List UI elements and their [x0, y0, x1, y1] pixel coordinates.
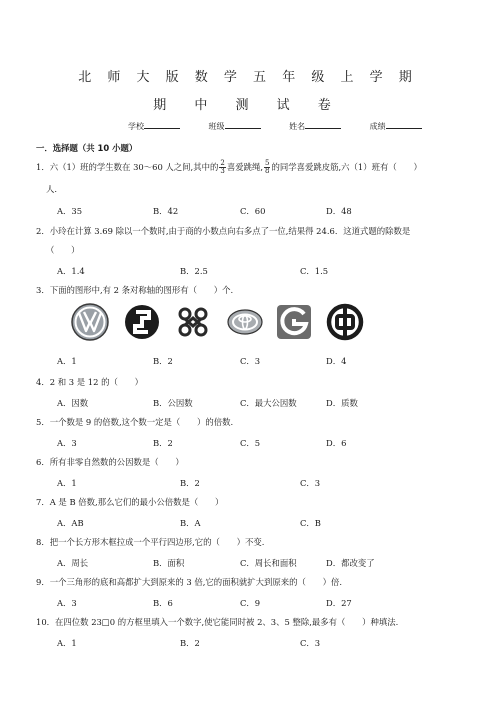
bank-of-china-logo-icon: [325, 302, 365, 342]
q10-option-c[interactable]: C．3: [300, 638, 321, 648]
q1-option-a[interactable]: A．35: [57, 206, 83, 216]
q7-option-a[interactable]: A．AB: [57, 518, 84, 528]
q4-option-a[interactable]: A．因数: [57, 398, 89, 408]
question-number: 1．: [36, 162, 50, 172]
q3-option-c[interactable]: C．3: [240, 356, 261, 366]
exam-subtitle: 期 中 测 试 卷: [153, 98, 343, 113]
field-score: [370, 120, 422, 132]
q8-option-b[interactable]: B．面积: [153, 558, 185, 568]
question-text: 小玲在计算 3.69 除以一个数时,由于商的小数点向右多点了一位,结果得 24.6．这道式题的除数是: [49, 226, 411, 236]
q3-option-b[interactable]: B．2: [153, 356, 173, 366]
q2-option-c[interactable]: C．1.5: [300, 266, 329, 276]
q7-option-c[interactable]: C．B: [300, 518, 321, 528]
question-text: 六（1）班的学生数在 30～60 人之间,其中的: [49, 162, 219, 172]
question-number: 9．: [36, 577, 50, 587]
q9-option-b[interactable]: B．6: [153, 598, 173, 608]
question-text: 一个数是 9 的倍数,这个数一定是（ ）的倍数.: [49, 417, 234, 427]
field-score-label: 成绩: [369, 122, 386, 131]
section-heading: 一．选择题（共 10 小题）: [36, 143, 138, 153]
student-info-row: [128, 120, 448, 132]
field-school-label: 学校: [128, 122, 144, 131]
china-unicom-knot-logo-icon: [173, 302, 213, 342]
field-class-blank[interactable]: [225, 120, 261, 129]
question-5: [36, 416, 466, 428]
fraction-numerator: 2: [220, 159, 225, 167]
field-name-label: 姓名: [289, 122, 306, 131]
question-6: [36, 456, 466, 468]
volkswagen-logo-icon: [70, 302, 110, 342]
q6-option-b[interactable]: B．2: [180, 478, 200, 488]
question-number: 3．: [36, 285, 50, 295]
guangda-bank-logo-icon: [274, 302, 314, 342]
question-1: [36, 160, 466, 175]
fraction-numerator: 5: [265, 159, 270, 167]
question-text: 下面的图形中,有 2 条对称轴的图形有（ ）个.: [49, 285, 234, 295]
q1-option-b[interactable]: B．42: [153, 206, 179, 216]
question-text: A 是 B 倍数,那么它们的最小公倍数是（ ）: [49, 497, 224, 507]
question-number: 7．: [36, 497, 50, 507]
question-number: 4．: [36, 377, 50, 387]
question-1-line2: 人.: [46, 184, 58, 194]
question-7: [36, 496, 466, 508]
q8-option-a[interactable]: A．周长: [57, 558, 89, 568]
question-text: 把一个长方形木框拉成一个平行四边形,它的（ ）不变.: [49, 537, 265, 547]
fraction-denominator: 8: [265, 167, 270, 175]
fraction-2-3: [219, 160, 225, 175]
q3-option-a[interactable]: A．1: [57, 356, 77, 366]
q1-option-c[interactable]: C．60: [240, 206, 266, 216]
question-number: 8．: [36, 537, 50, 547]
q5-option-a[interactable]: A．3: [57, 438, 77, 448]
fraction-denominator: 3: [220, 167, 225, 175]
construction-bank-logo-icon: [122, 302, 162, 342]
field-class: [209, 120, 261, 132]
q2-option-b[interactable]: B．2.5: [180, 266, 208, 276]
question-10: [36, 616, 466, 628]
field-school-blank[interactable]: [144, 120, 180, 129]
field-score-blank[interactable]: [386, 120, 422, 129]
field-class-label: 班级: [208, 122, 225, 131]
q5-option-b[interactable]: B．2: [153, 438, 173, 448]
q3-option-d[interactable]: D．4: [326, 356, 347, 366]
q7-option-b[interactable]: B．A: [180, 518, 201, 528]
q8-option-c[interactable]: C．周长和面积: [240, 558, 297, 568]
question-number: 2．: [36, 226, 50, 236]
q4-option-c[interactable]: C．最大公因数: [240, 398, 297, 408]
question-text: 一个三角形的底和高都扩大到原来的 3 倍,它的面积就扩大到原来的（ ）倍.: [49, 577, 343, 587]
q6-option-c[interactable]: C．3: [300, 478, 321, 488]
q5-option-c[interactable]: C．5: [240, 438, 261, 448]
fraction-5-8: [264, 160, 270, 175]
field-name: [289, 120, 341, 132]
question-9: [36, 576, 466, 588]
q2-option-a[interactable]: A．1.4: [57, 266, 85, 276]
question-number: 10．: [36, 617, 56, 627]
q1-option-d[interactable]: D．48: [326, 206, 352, 216]
question-text: 所有非零自然数的公因数是（ ）: [49, 457, 184, 467]
question-text: 的同学喜爱跳皮筋,六（1）班有（ ）: [271, 162, 422, 172]
question-8: [36, 536, 466, 548]
q6-option-a[interactable]: A．1: [57, 478, 77, 488]
question-2-line2: （ ）: [46, 245, 80, 255]
q4-option-d[interactable]: D．质数: [326, 398, 358, 408]
question-text: 喜爱跳绳,: [226, 162, 263, 172]
q10-option-b[interactable]: B．2: [180, 638, 200, 648]
q10-option-a[interactable]: A．1: [57, 638, 77, 648]
q5-option-d[interactable]: D．6: [326, 438, 347, 448]
q4-option-b[interactable]: B．公因数: [153, 398, 193, 408]
field-name-blank[interactable]: [305, 120, 341, 129]
question-text: 在四位数 23□0 的方框里填入一个数字,使它能同时被 2、3、5 整除,最多有（ ）种填法.: [55, 617, 399, 627]
question-3: [36, 284, 466, 296]
question-4: [36, 376, 466, 388]
question-number: 5．: [36, 417, 50, 427]
q9-option-c[interactable]: C．9: [240, 598, 261, 608]
field-school: [128, 120, 180, 132]
toyota-logo-icon: [225, 302, 265, 342]
q8-option-d[interactable]: D．都改变了: [326, 558, 375, 568]
exam-title: 北 师 大 版 数 学 五 年 级 上 学 期: [78, 70, 418, 85]
question-2: [36, 225, 466, 237]
q9-option-a[interactable]: A．3: [57, 598, 77, 608]
q9-option-d[interactable]: D．27: [326, 598, 352, 608]
question-number: 6．: [36, 457, 50, 467]
question-text: 2 和 3 是 12 的（ ）: [49, 377, 143, 387]
